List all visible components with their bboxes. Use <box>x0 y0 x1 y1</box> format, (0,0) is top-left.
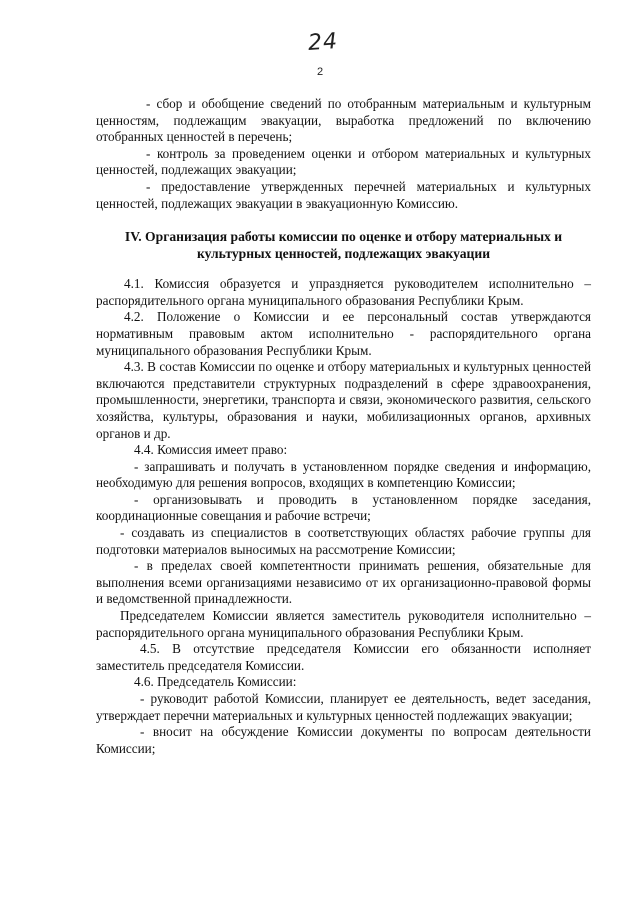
paragraph-4-6: 4.6. Председатель Комиссии: <box>134 674 297 690</box>
page-number: 2 <box>316 66 324 78</box>
paragraph-chairman: Председателем Комиссии является заместитель руководителя исполнительно – распорядительного органа муниципального образования Республики Крым. <box>96 608 591 640</box>
paragraph-4-5: 4.5. В отсутствие председателя Комиссии его обязанности исполняет заместитель председателя Комиссии. <box>96 641 591 673</box>
list-item-duty: - руководит работой Комиссии, планирует ее деятельность, ведет заседания, утверждает перечни материальных и культурных ценностей подлежащих эвакуации; <box>96 691 591 723</box>
paragraph-4-2: 4.2. Положение о Комиссии и ее персональный состав утверждаются нормативным правовым актом исполнительно - распорядительного органа муниципального образования Республики Крым. <box>96 309 591 358</box>
paragraph-4-3: 4.3. В состав Комиссии по оценке и отбору материальных и культурных ценностей включаются представители структурных подразделений в сфере здравоохранения, промышленности, энергетики, транспорта и связи, экономического развития, сельского хозяйства, культуры, образования и науки, мобилизационных органов, архивных органов и др. <box>96 359 591 441</box>
paragraph-4-4: 4.4. Комиссия имеет право: <box>134 442 288 458</box>
list-item-duty: - вносит на обсуждение Комиссии документы по вопросам деятельности Комиссии; <box>96 724 591 756</box>
handwritten-page-number: 24 <box>307 28 339 57</box>
list-item-right: - запрашивать и получать в установленном порядке сведения и информацию, необходимую для решения вопросов, входящих в компетенцию Комиссии; <box>96 458 591 491</box>
paragraph-control-assessment: - контроль за проведением оценки и отбором материальных и культурных ценностей, подлежащих эвакуации; <box>96 145 591 178</box>
list-item-right: - в пределах своей компетентности принимать решения, обязательные для выполнения всеми организациями независимо от их организационно-правовой формы и ведомственной принадлежности. <box>96 558 591 607</box>
list-item-right: - создавать из специалистов в соответствующих областях рабочие группы для подготовки материалов выносимых на рассмотрение Комиссии; <box>96 525 591 557</box>
section-heading: IV. Организация работы комиссии по оценке и отбору материальных и культурных ценностей, подлежащих эвакуации <box>124 229 563 262</box>
document-body <box>96 96 591 757</box>
paragraph-collect-info: - сбор и обобщение сведений по отобранным материальным и культурным ценностям, подлежащим эвакуации, выработка предложений по включению отобранных ценностей в перечень; <box>96 96 591 145</box>
paragraph-provide-lists: - предоставление утвержденных перечней материальных и культурных ценностей, подлежащих эвакуации в эвакуационную Комиссию. <box>96 178 591 211</box>
list-item-right: - организовывать и проводить в установленном порядке заседания, координационные совещания и рабочие встречи; <box>96 491 591 524</box>
paragraph-4-1: 4.1. Комиссия образуется и упраздняется руководителем исполнительно – распорядительного органа муниципального образования Республики Крым. <box>96 276 591 308</box>
